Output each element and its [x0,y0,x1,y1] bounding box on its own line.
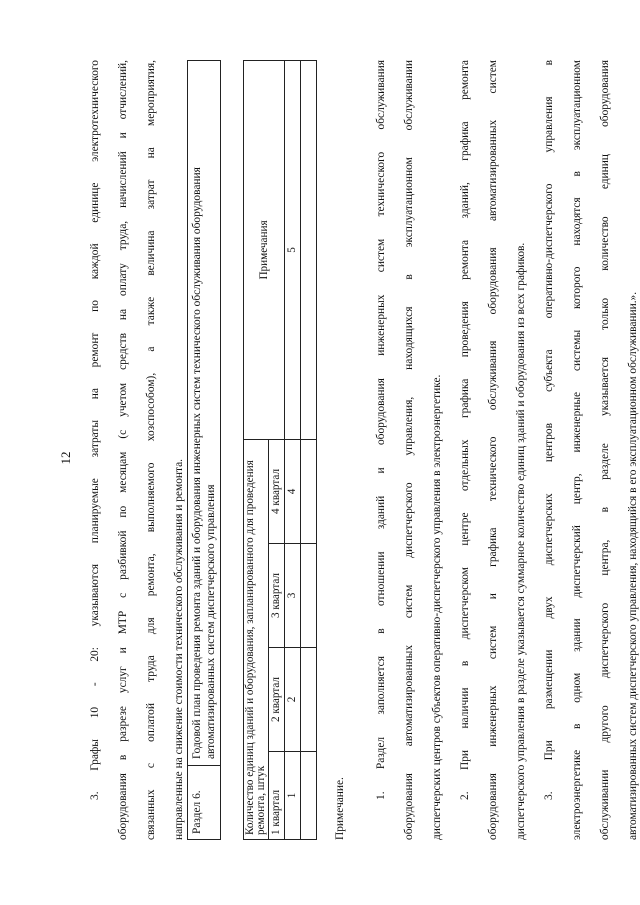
empty-cell [301,752,317,840]
text-line: автоматизированных систем диспетчерского управления, находящийся в его эксплуатационном обслуживании.». [627,291,639,840]
rotated-content [47,28,639,888]
col-number: 3 [285,544,301,648]
paragraph-3 [81,60,193,840]
text-line: 2. При наличии в диспетчерском центре отдельных графика проведения ремонта зданий, графика ремонта [459,60,471,800]
text-line: оборудования автоматизированных систем диспетчерского управления, находящихся в эксплуатационном обслуживании [403,60,415,840]
notes-header: Примечания [244,61,285,440]
text-line: 3. При размещении двух диспетчерских центров субъекта оперативно-диспетчерского управления в [543,60,555,800]
text-line: обслуживании другого диспетчерского центра, в разделе указывается только количество единиц оборудования [599,60,611,840]
col-number: 5 [285,61,301,440]
section-label: Раздел 6. [188,765,220,839]
text-line: связанных с оплатой труда для ремонта, выполняемого хозспособом), а также величина затрат на мероприятия, [145,60,157,840]
text-line: 1. Раздел заполняется в отношении зданий и оборудования инженерных систем технического обслуживания [375,60,387,800]
note-2 [451,60,535,840]
text-line: диспетчерских центров субъектов оперативно-диспетчерского управления в электроэнергетике. [431,374,443,840]
text-line: диспетчерского управления в разделе указывается суммарное количество единиц зданий и оборудования из всех графиков. [515,242,527,840]
col-quarter-1: 1 квартал [269,752,285,840]
page-number: 12 [58,451,73,465]
col-number: 2 [285,648,301,752]
note-3 [535,60,640,840]
empty-cell [301,648,317,752]
col-number: 1 [285,752,301,840]
section-header-table [187,60,221,840]
empty-cell [301,544,317,648]
empty-cell [301,439,317,543]
col-quarter-4: 4 квартал [269,439,285,543]
text-line: направленные на снижение стоимости технического обслуживания и ремонта. [173,458,185,840]
text-line: оборудования инженерных систем и графика технического обслуживания оборудования автоматизированных систем [487,60,499,840]
text-line: 3. Графы 10 - 20: указываются планируемые затраты на ремонт по каждой единице электротехнического [89,60,101,800]
text-line: оборудования в разрезе услуг и МТР с разбивкой по месяцам (с учетом средств на оплату труда, начислений и отчислений, [117,60,129,840]
section-title: Годовой план проведения ремонта зданий и оборудования инженерных систем технического обслуживания оборудования автоматизированных систем диспетчерского управления [191,167,218,759]
col-quarter-2: 2 квартал [269,648,285,752]
quantity-group-header: Количество единиц зданий и оборудования, запланированного для проведения ремонта, штук [244,439,269,839]
col-quarter-3: 3 квартал [269,544,285,648]
empty-cell [301,61,317,440]
text-line: электроэнергетике в одном здании диспетчерский центр, инженерные системы которого находятся в эксплуатационном [571,60,583,840]
col-number: 4 [285,439,301,543]
repair-plan-table [243,60,317,840]
note-label: Примечание. [334,777,346,840]
note-1 [367,60,451,840]
